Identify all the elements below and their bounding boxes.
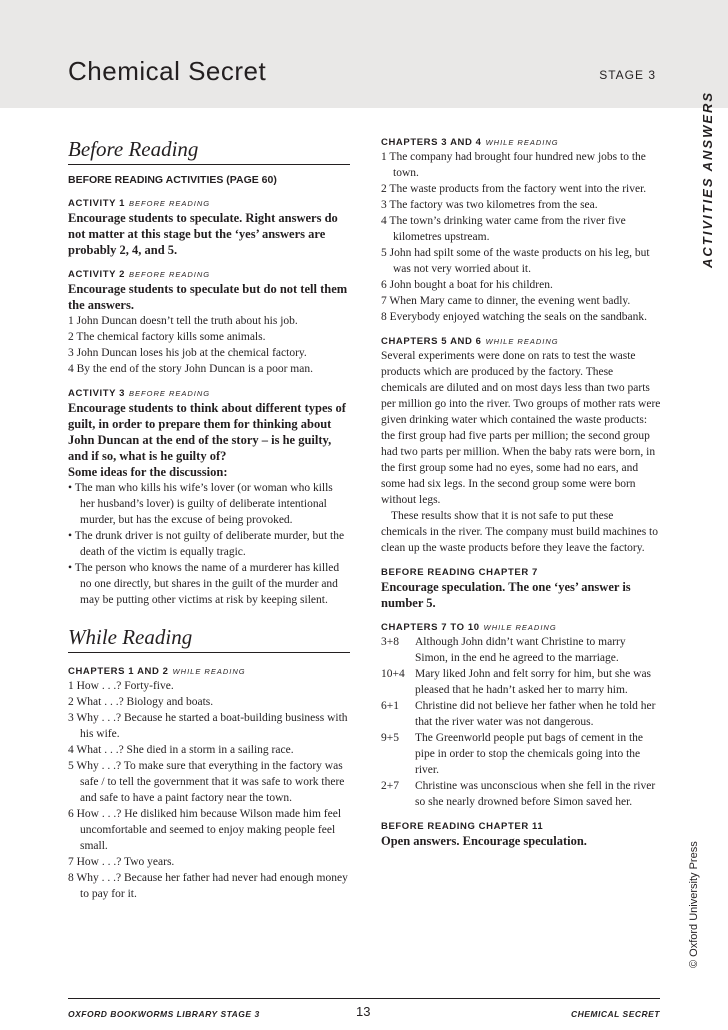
ch56-heading: CHAPTERS 5 AND 6 WHILE READING — [381, 336, 559, 347]
book-title: Chemical Secret — [68, 56, 267, 86]
list-item: 5 John had spilt some of the waste products on his leg, but was not very worried about it. — [381, 247, 650, 275]
list-item: • The person who knows the name of a murderer has killed no one directly, but shares in the guilt of the murder and may be putting other victims at risk by keeping silent. — [68, 562, 340, 606]
list-item: 9+5 The Greenworld people put bags of cement in the pipe in order to stop the chemicals going into the river. — [381, 732, 644, 776]
list-item: 3 Why . . .? Because he started a boat-building business with his wife. — [68, 712, 348, 740]
ch12-heading: CHAPTERS 1 AND 2 WHILE READING — [68, 666, 246, 677]
list-item: 2 What . . .? Biology and boats. — [68, 696, 214, 708]
left-column — [68, 132, 350, 902]
list-item: 10+4 Mary liked John and felt sorry for him, but she was pleased that he hadn’t asked her to marry him. — [381, 668, 652, 696]
page-footer — [68, 998, 660, 1029]
list-item: 1 The company had brought four hundred new jobs to the town. — [381, 151, 646, 179]
list-item: 7 How . . .? Two years. — [68, 856, 175, 868]
ch12-list — [68, 678, 350, 902]
stage-label: STAGE 3 — [599, 68, 656, 82]
list-item: 5 Why . . .? To make sure that everything in the factory was safe / to tell the government that it was safe to work there and safe to have a paint factory near the town. — [68, 760, 345, 804]
activities-heading: BEFORE READING ACTIVITIES (PAGE 60) — [68, 174, 277, 186]
ch34-heading: CHAPTERS 3 AND 4 WHILE READING — [381, 137, 559, 148]
list-item: 4 The town’s drinking water came from the river five kilometres upstream. — [381, 215, 626, 243]
page-header — [0, 0, 728, 108]
list-item: 6 John bought a boat for his children. — [381, 279, 553, 291]
section-title-while-reading: While Reading — [68, 624, 350, 653]
list-item: 4 By the end of the story John Duncan is a poor man. — [68, 363, 313, 375]
ch710-heading: CHAPTERS 7 TO 10 WHILE READING — [381, 622, 557, 633]
list-item: 3+8 Although John didn’t want Christine to marry Simon, in the end he agreed to the marriage. — [381, 636, 626, 664]
section-title-before-reading: Before Reading — [68, 136, 350, 165]
side-label: ACTIVITIES ANSWERS — [700, 90, 715, 268]
activity2-text: Encourage students to speculate but do not tell them the answers. — [68, 282, 348, 312]
activity2-heading: ACTIVITY 2 BEFORE READING — [68, 269, 211, 280]
activity3-ideas: Some ideas for the discussion: — [68, 465, 228, 479]
ch710-list — [381, 634, 661, 810]
activity2-list — [68, 313, 350, 377]
list-item: 2+7 Christine was unconscious when she fell in the river so she nearly drowned before Simon saved her. — [381, 780, 656, 808]
ch56-paragraph-1: Several experiments were done on rats to test the waste products which are produced by the factory. These chemicals are diluted and on most days less than two parts per million go into the river. Two groups of mother rats were given drinking water which contained the waste products: the first group had five parts per million; the second group had two parts per million. When the baby rats were born, in the first group some had no eyes, some had no ears, and some had six legs. In the second group some were born without legs. — [381, 350, 661, 506]
ch56-paragraph-2: These results show that it is not safe to put these chemicals in the river. The company must build machines to clean up the waste products before they leave the factory. — [381, 510, 658, 554]
list-item: 8 Everybody enjoyed watching the seals on the sandbank. — [381, 311, 648, 323]
list-item: 6 How . . .? He disliked him because Wilson made him feel uncomfortable and seemed to enjoy making people feel small. — [68, 808, 342, 852]
before-ch11-heading: BEFORE READING CHAPTER 11 — [381, 821, 544, 832]
list-item: 2 The chemical factory kills some animals. — [68, 331, 266, 343]
list-item: 3 The factory was two kilometres from the sea. — [381, 199, 598, 211]
list-item: 2 The waste products from the factory went into the river. — [381, 183, 647, 195]
ch34-list — [381, 149, 661, 325]
copyright-notice: © Oxford University Press — [688, 841, 700, 968]
right-column — [381, 132, 661, 849]
list-item: • The man who kills his wife’s lover (or woman who kills her husband’s lover) is guilty of deliberate intentional murder, but has the excuse of being provoked. — [68, 482, 333, 526]
list-item: 1 John Duncan doesn’t tell the truth about his job. — [68, 315, 298, 327]
list-item: • The drunk driver is not guilty of deliberate murder, but the death of the victim is equally tragic. — [68, 530, 345, 558]
before-ch11-text: Open answers. Encourage speculation. — [381, 834, 587, 848]
activity3-bullets — [68, 480, 350, 608]
list-item: 1 How . . .? Forty-five. — [68, 680, 174, 692]
list-item: 8 Why . . .? Because her father had never had enough money to pay for it. — [68, 872, 348, 900]
activity3-heading: ACTIVITY 3 BEFORE READING — [68, 388, 211, 399]
footer-series: OXFORD BOOKWORMS LIBRARY STAGE 3 — [68, 1009, 260, 1019]
list-item: 3 John Duncan loses his job at the chemical factory. — [68, 347, 307, 359]
page-number: 13 — [356, 1004, 371, 1019]
footer-book-title: CHEMICAL SECRET — [570, 1009, 660, 1019]
activity3-text: Encourage students to think about different types of guilt, in order to prepare them for thinking about John Duncan at the end of the story – is he guilty, and if so, what is he guilty of? — [68, 401, 346, 463]
list-item: 7 When Mary came to dinner, the evening went badly. — [381, 295, 631, 307]
list-item: 6+1 Christine did not believe her father when he told her that the river water was not dangerous. — [381, 700, 656, 728]
activity1-text: Encourage students to speculate. Right answers do not matter at this stage but the ‘yes’ answers are probably 2, 4, and 5. — [68, 211, 338, 257]
before-ch7-text: Encourage speculation. The one ‘yes’ answer is number 5. — [381, 580, 631, 610]
list-item: 4 What . . .? She died in a storm in a sailing race. — [68, 744, 294, 756]
activity1-heading: ACTIVITY 1 BEFORE READING — [68, 198, 211, 209]
before-ch7-heading: BEFORE READING CHAPTER 7 — [381, 567, 538, 578]
